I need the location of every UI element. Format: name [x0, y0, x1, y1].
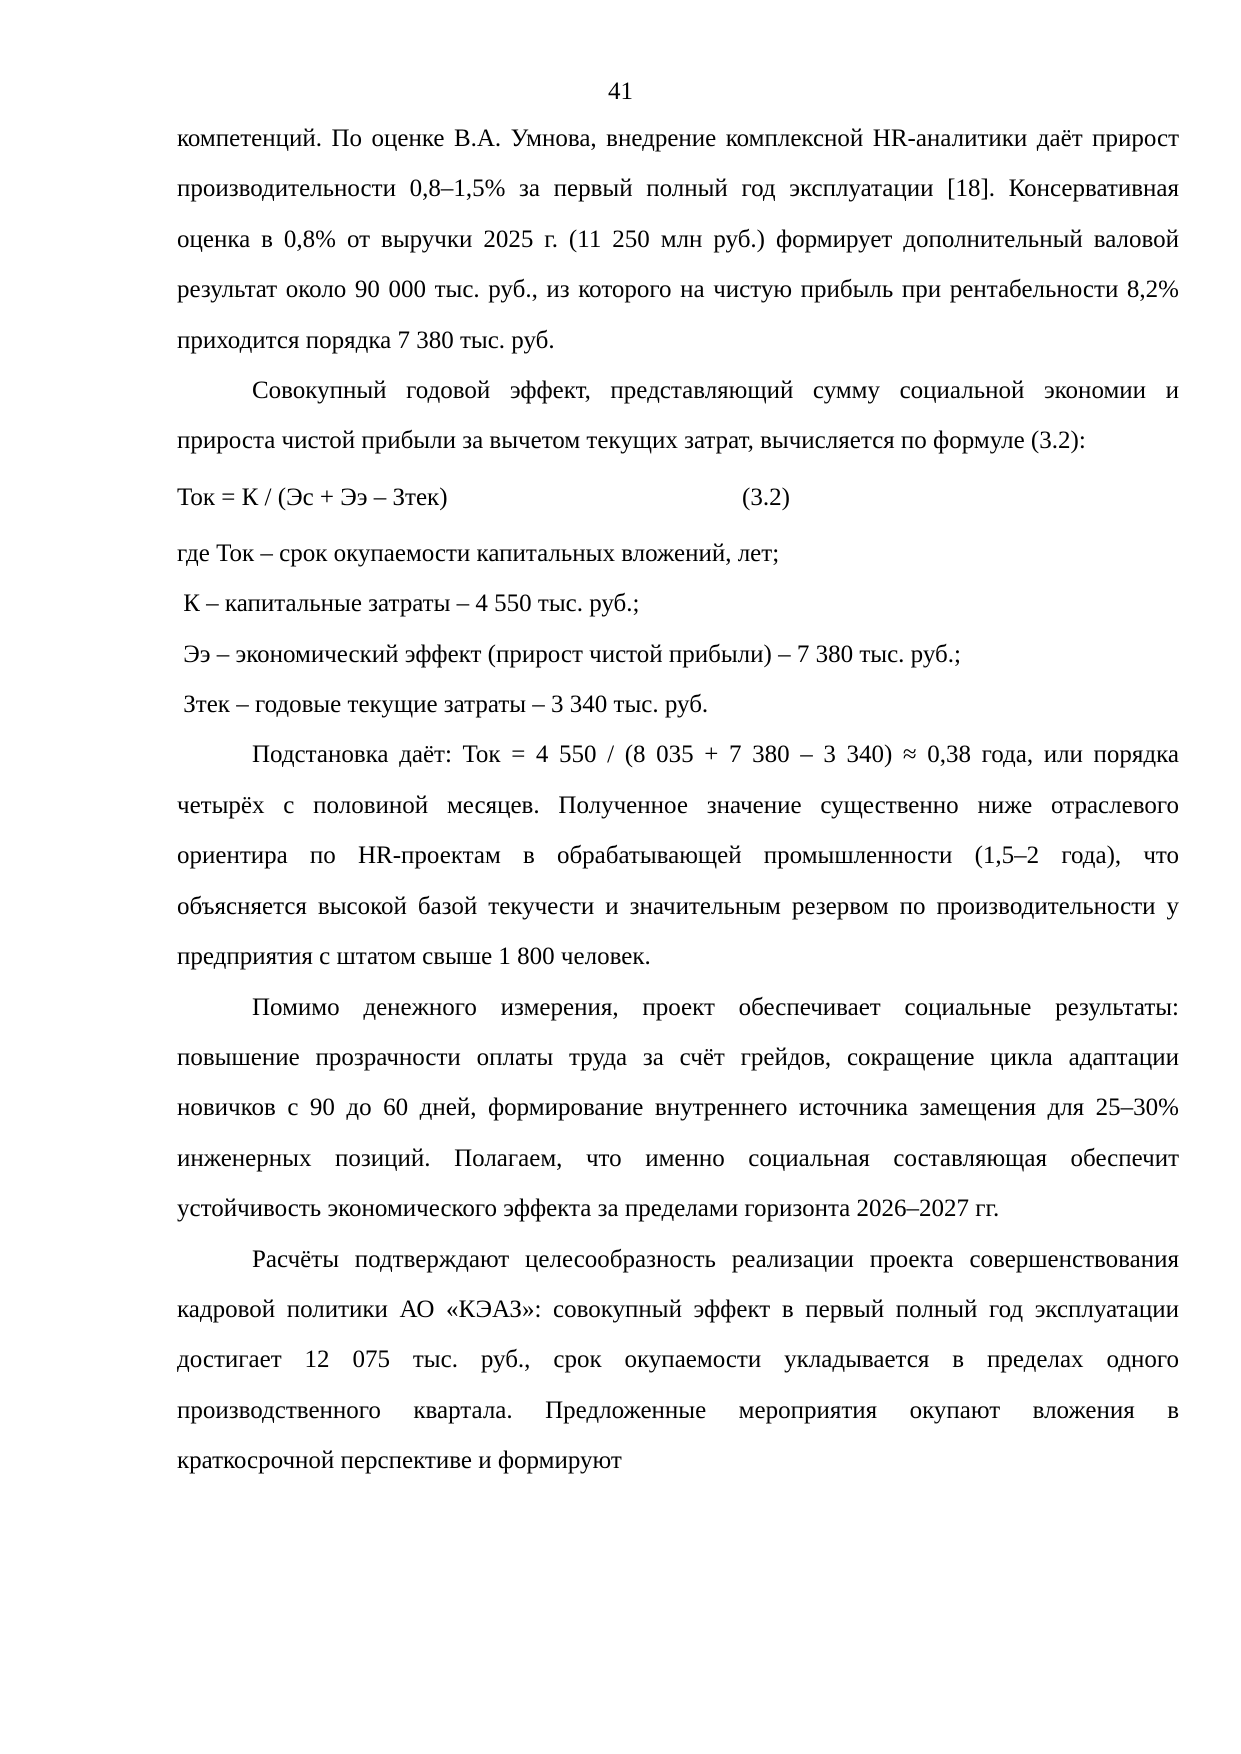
definition-current-costs: Зтек – годовые текущие затраты – 3 340 тыс. руб.: [177, 691, 709, 719]
definition-economic-effect: Ээ – экономический эффект (прирост чистой прибыли) – 7 380 тыс. руб.;: [177, 640, 961, 668]
paragraph-social-results: Помимо денежного измерения, проект обеспечивает социальные результаты: повышение прозрачности оплаты труда за счёт грейдов, сокращение цикла адаптации новичков с 90 до 60 дней, формирование внутреннего источника замещения для 25–30% инженерных позиций. Полагаем, что именно социальная составляющая обеспечит устойчивость экономического эффекта за пределами горизонта 2026–2027 гг.: [177, 993, 1179, 1223]
definition-capital-costs: К – капитальные затраты – 4 550 тыс. руб.;: [177, 590, 640, 618]
paragraph-conclusion: Расчёты подтверждают целесообразность реализации проекта совершенствования кадровой политики АО «КЭАЗ»: совокупный эффект в первый полный год эксплуатации достигает 12 075 тыс. руб., срок окупаемости укладывается в пределах одного производственного квартала. Предложенные мероприятия окупают вложения в краткосрочной перспективе и формируют: [177, 1245, 1179, 1475]
paragraph-annual-effect: Совокупный годовой эффект, представляющий сумму социальной экономии и прироста чистой прибыли за вычетом текущих затрат, вычисляется по формуле (3.2):: [177, 377, 1179, 455]
definition-payback: где Ток – срок окупаемости капитальных вложений, лет;: [177, 539, 780, 567]
page-number: 41: [608, 78, 633, 105]
page-content: [177, 114, 1179, 1487]
formula-number: (3.2): [742, 483, 790, 511]
formula-expression: Ток = К / (Эс + Ээ – Зтек): [177, 483, 448, 511]
paragraph-hr-analytics: компетенций. По оценке В.А. Умнова, внедрение комплексной HR-аналитики даёт прирост производительности 0,8–1,5% за первый полный год эксплуатации [18]. Консервативная оценка в 0,8% от выручки 2025 г. (11 250 млн руб.) формирует дополнительный валовой результат около 90 000 тыс. руб., из которого на чистую прибыль при рентабельности 8,2% приходится порядка 7 380 тыс. руб.: [177, 125, 1179, 354]
paragraph-substitution: Подстановка даёт: Ток = 4 550 / (8 035 + 7 380 – 3 340) ≈ 0,38 года, или порядка четырёх с половиной месяцев. Полученное значение существенно ниже отраслевого ориентира по HR-проектам в обрабатывающей промышленности (1,5–2 года), что объясняется высокой базой текучести и значительным резервом по производительности у предприятия с штатом свыше 1 800 человек.: [177, 741, 1179, 971]
formula-3-2: [177, 479, 1179, 517]
